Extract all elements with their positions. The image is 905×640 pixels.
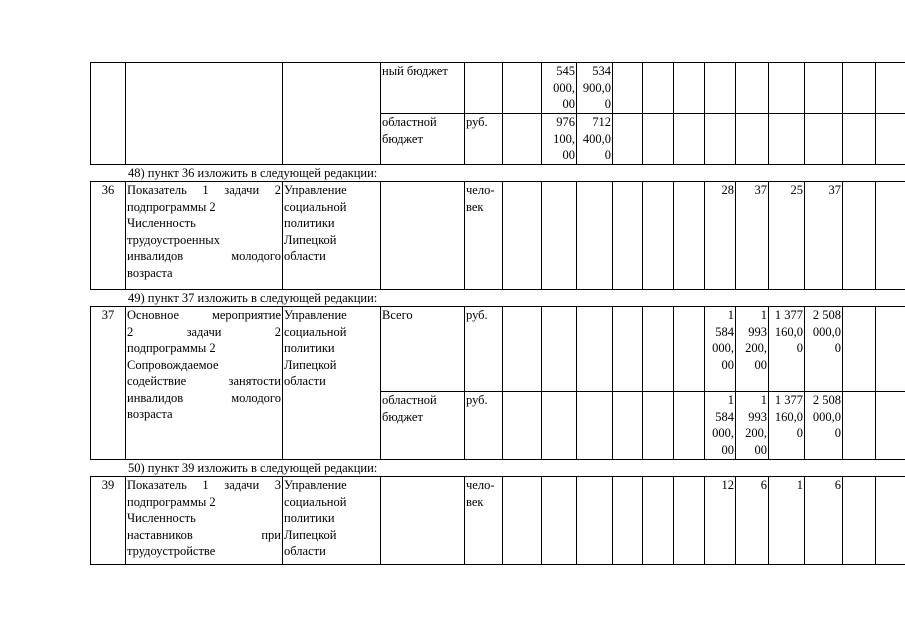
number-cell: 39 <box>91 477 126 565</box>
instruction-49: 49) пункт 37 изложить в следующей редакции: <box>128 291 378 305</box>
value-cell: 1 584 000, 00 <box>705 392 736 460</box>
empty-cell <box>503 63 542 114</box>
name-cell: Показатель 1 задачи 2 подпрограммы 2 Численность трудоустроенных инвалидов молодого возраста <box>126 182 283 290</box>
value-cell: 37 <box>805 182 843 290</box>
source-cell <box>381 182 465 290</box>
instruction-50: 50) пункт 39 изложить в следующей редакции: <box>128 461 378 475</box>
value-cell: 1 <box>769 477 805 565</box>
value-cell: 25 <box>769 182 805 290</box>
number-cell <box>91 63 126 165</box>
value-cell: 1 377 160,0 0 <box>769 307 805 392</box>
value-cell: 1 377 160,0 0 <box>769 392 805 460</box>
unit-cell: руб. <box>465 307 503 392</box>
instruction-48: 48) пункт 36 изложить в следующей редакции: <box>128 166 378 180</box>
value-cell: 976 100, 00 <box>542 114 577 165</box>
value-cell: 12 <box>705 477 736 565</box>
executor-cell: Управление социальной политики Липецкой области <box>283 182 381 290</box>
table-block-36 <box>90 181 905 290</box>
value-cell: 545 000, 00 <box>542 63 577 114</box>
table-row <box>91 63 905 114</box>
source-cell: ный бюджет <box>381 63 465 114</box>
value-cell: 28 <box>705 182 736 290</box>
empty-cell <box>503 114 542 165</box>
table-row <box>91 307 905 392</box>
value-cell: 6 <box>736 477 769 565</box>
value-cell: 6 <box>805 477 843 565</box>
table-block-continuation <box>90 62 905 165</box>
unit-cell: руб. <box>465 114 503 165</box>
name-cell <box>126 63 283 165</box>
source-cell: областной бюджет <box>381 114 465 165</box>
source-cell: областной бюджет <box>381 392 465 460</box>
table-block-39 <box>90 476 905 565</box>
value-cell: 2 508 000,0 0 <box>805 392 843 460</box>
executor-cell: Управление социальной политики Липецкой области <box>283 307 381 460</box>
document-page <box>90 62 884 565</box>
value-cell: 1 993 200, 00 <box>736 392 769 460</box>
table-row <box>91 182 905 290</box>
source-cell <box>381 477 465 565</box>
value-cell: 37 <box>736 182 769 290</box>
executor-cell <box>283 63 381 165</box>
unit-cell: чело- век <box>465 477 503 565</box>
unit-cell <box>465 63 503 114</box>
number-cell: 36 <box>91 182 126 290</box>
value-cell: 2 508 000,0 0 <box>805 307 843 392</box>
table-row <box>91 477 905 565</box>
unit-cell: чело- век <box>465 182 503 290</box>
source-cell: Всего <box>381 307 465 392</box>
value-cell: 1 993 200, 00 <box>736 307 769 392</box>
number-cell: 37 <box>91 307 126 460</box>
unit-cell: руб. <box>465 392 503 460</box>
value-cell: 1 584 000, 00 <box>705 307 736 392</box>
name-cell: Основное мероприятие 2 задачи 2 подпрограммы 2 Сопровождаемое содействие занятости инвалидов молодого возраста <box>126 307 283 460</box>
executor-cell: Управление социальной политики Липецкой области <box>283 477 381 565</box>
value-cell: 534 900,0 0 <box>577 63 613 114</box>
value-cell: 712 400,0 0 <box>577 114 613 165</box>
name-cell: Показатель 1 задачи 3 подпрограммы 2 Численность наставников при трудоустройстве <box>126 477 283 565</box>
table-block-37 <box>90 306 905 460</box>
